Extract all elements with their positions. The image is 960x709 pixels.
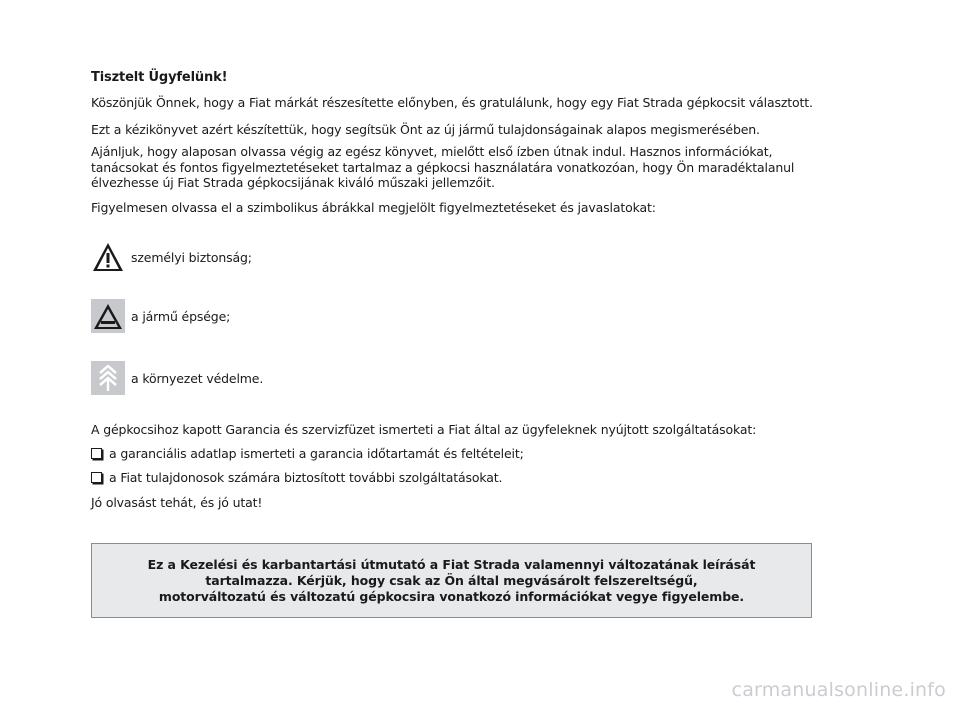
thanks-paragraph: Köszönjük Önnek, hogy a Fiat márkát részesítette előnyben, és gratulálunk, hogy egy Fiat Strada gépkocsit választott. [91, 95, 813, 110]
symbol-label: a jármű épsége; [131, 308, 231, 324]
symbol-personal-safety [91, 240, 252, 274]
bullet-text: a garanciális adatlap ismerteti a garancia időtartamát és feltételeit; [109, 446, 524, 461]
symbols-intro: Figyelmesen olvassa el a szimbolikus ábrákkal megjelölt figyelmeztetéseket és javaslatokat: [91, 200, 656, 215]
environment-tree-icon [91, 361, 125, 395]
greeting: Tisztelt Ügyfelünk! [91, 70, 228, 85]
watermark: carmanualsonline.info [731, 679, 946, 701]
recommendation-line-2: tanácsokat és fontos figyelmeztetéseket tartalmaz a gépkocsi használatára vonatkozóan, hogy Ön maradéktalanul [91, 159, 795, 175]
symbol-label: személyi biztonság; [131, 249, 252, 265]
checkbox-bullet-icon [91, 472, 102, 483]
symbol-vehicle-integrity [91, 299, 230, 333]
note-line-2: tartalmazza. Kérjük, hogy csak az Ön által megvásárolt felszereltségű, [205, 572, 698, 588]
bullet-item [91, 446, 524, 461]
bullet-text: a Fiat tulajdonosok számára biztosított további szolgáltatásokat. [109, 470, 503, 485]
symbol-label: a környezet védelme. [131, 370, 264, 386]
info-note-box [91, 543, 812, 618]
note-line-3: motorváltozatú és változatú gépkocsira vonatkozó információkat vegye figyelembe. [158, 588, 745, 604]
bullet-item [91, 470, 502, 485]
note-line-1: Ez a Kezelési és karbantartási útmutató a Fiat Strada valamennyi változatának leírását [147, 556, 756, 572]
vehicle-triangle-icon [91, 299, 125, 333]
warranty-intro: A gépkocsihoz kapott Garancia és szervizfüzet ismerteti a Fiat által az ügyfeleknek nyújtott szolgáltatásokat: [91, 422, 757, 437]
checkbox-bullet-icon [91, 448, 102, 459]
warning-triangle-icon [91, 240, 125, 274]
recommendation-line-1: Ajánljuk, hogy alaposan olvassa végig az egész könyvet, mielőtt első ízben útnak indul. Hasznos információkat, [91, 144, 773, 159]
recommendation-paragraph [91, 144, 794, 191]
purpose-paragraph: Ezt a kézikönyvet azért készítettük, hogy segítsük Önt az új jármű tulajdonságainak alapos megismerésében. [91, 122, 760, 137]
recommendation-line-3: élvezhesse új Fiat Strada gépkocsijának kiváló műszaki jellemzőit. [91, 175, 495, 190]
symbol-environment [91, 361, 263, 395]
closing-line: Jó olvasást tehát, és jó utat! [91, 495, 263, 510]
